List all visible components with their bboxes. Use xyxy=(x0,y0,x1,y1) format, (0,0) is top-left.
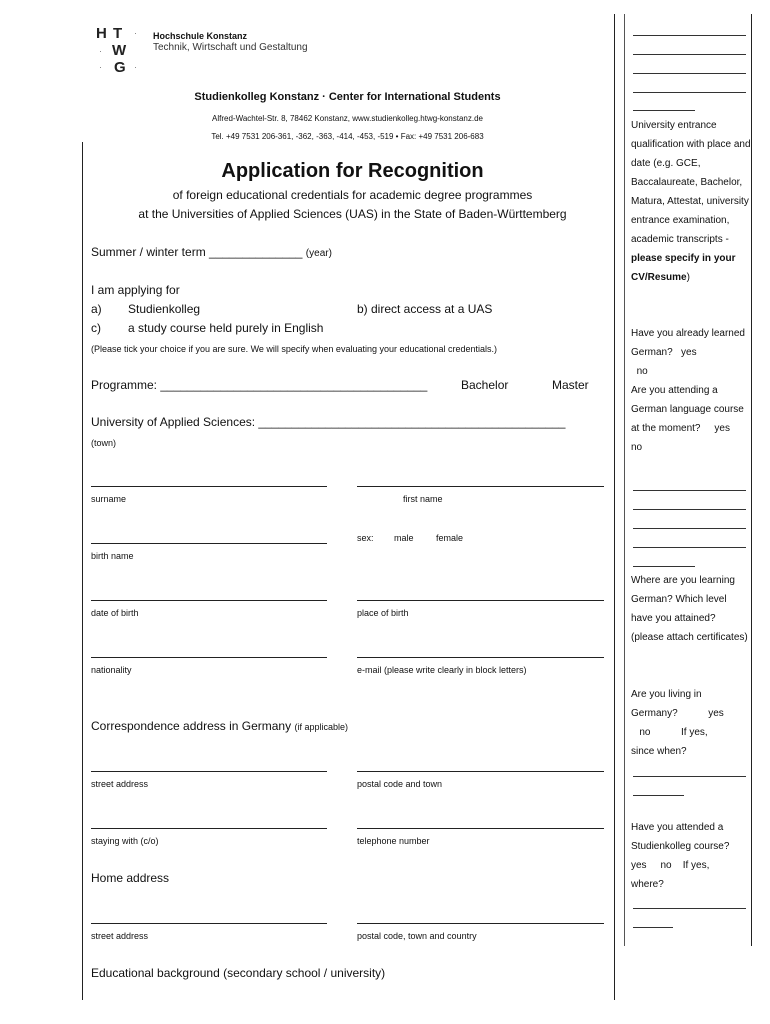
option-studienkolleg[interactable]: Studienkolleg xyxy=(128,302,201,316)
sidebar-line[interactable] xyxy=(633,110,695,112)
q5-text: Are you living in Germany? xyxy=(631,689,702,719)
subtitle-2: at the Universities of Applied Sciences (UAS) in the State of Baden-Württemberg xyxy=(138,207,567,221)
q3-text: Are you attending a German language course at the moment? xyxy=(631,385,744,434)
attending-course-question xyxy=(631,381,751,457)
q5-yes-option[interactable]: yes xyxy=(708,708,724,719)
subtitle-1: of foreign educational credentials for academic degree programmes xyxy=(172,188,533,202)
logo-letter-h: H xyxy=(96,25,107,42)
birth-name-label: birth name xyxy=(91,551,134,561)
home-street-label: street address xyxy=(91,931,149,941)
sidebar-line[interactable] xyxy=(633,795,684,797)
q5-since: since when? xyxy=(631,746,687,757)
surname-line[interactable] xyxy=(91,486,327,488)
sidebar-line[interactable] xyxy=(633,35,746,37)
corr-street-label: street address xyxy=(91,779,149,789)
telephone-line[interactable] xyxy=(357,828,604,830)
home-street-line[interactable] xyxy=(91,923,327,925)
sidebar-line[interactable] xyxy=(633,566,695,568)
q4-text: Where are you learning German? Which level have you attained? (please attach certificates) xyxy=(631,575,748,643)
q6-if-yes: If yes, xyxy=(682,860,710,871)
left-border xyxy=(82,142,83,1000)
correspondence-heading xyxy=(91,719,348,733)
nationality-label: nationality xyxy=(91,665,132,675)
sex-female-option[interactable]: female xyxy=(436,533,464,543)
sidebar-line[interactable] xyxy=(633,73,746,75)
qualification-question: University entrance qualification with place and date (e.g. GCE, Baccalaureate, Bachelor, Matura, Attestat, university entrance examination, academic transcripts - please specify in your CV/Resume) xyxy=(631,120,751,283)
learned-german-question xyxy=(631,324,751,381)
sex-male-option[interactable]: male xyxy=(394,533,414,543)
institution-subtitle: Technik, Wirtschaft und Gestaltung xyxy=(153,42,308,53)
term-field[interactable] xyxy=(91,245,332,259)
option-c-letter: c) xyxy=(91,321,101,335)
correspondence-applicable: (if applicable) xyxy=(294,722,348,732)
institution-name: Hochschule Konstanz xyxy=(153,31,248,41)
college-address: Alfred-Wachtel-Str. 8, 78462 Konstanz, www.studienkolleg.htwg-konstanz.de xyxy=(212,114,483,123)
logo-letter-g: G xyxy=(114,59,126,76)
birth-name-line[interactable] xyxy=(91,543,327,545)
applying-note: (Please tick your choice if you are sure. We will specify when evaluating your educational credentials.) xyxy=(91,344,498,354)
staying-with-label: staying with (c/o) xyxy=(91,836,159,846)
page-title: Application for Recognition xyxy=(221,160,484,182)
programme-field[interactable]: Programme: ________________________________________ xyxy=(91,378,428,392)
sidebar-inner-border xyxy=(624,14,625,946)
corr-postal-line[interactable] xyxy=(357,771,604,773)
q5-no-option[interactable]: no xyxy=(639,727,651,738)
q2-no-option[interactable]: no xyxy=(636,366,648,377)
sidebar-line[interactable] xyxy=(633,490,746,492)
college-contact: Tel. +49 7531 206-361, -362, -363, -414, -453, -519 • Fax: +49 7531 206-683 xyxy=(211,132,484,141)
logo-letter-w: W xyxy=(112,42,127,59)
surname-label: surname xyxy=(91,494,127,504)
education-heading: Educational background (secondary school / university) xyxy=(91,966,386,980)
q6-no-option[interactable]: no xyxy=(660,860,672,871)
corr-postal-label: postal code and town xyxy=(357,779,443,789)
staying-with-line[interactable] xyxy=(91,828,327,830)
place-of-birth-line[interactable] xyxy=(357,600,604,602)
q3-no-option[interactable]: no xyxy=(631,442,643,453)
college-name: Studienkolleg Konstanz · Center for International Students xyxy=(194,91,501,103)
bachelor-option[interactable]: Bachelor xyxy=(461,378,509,392)
sidebar-line[interactable] xyxy=(633,908,746,910)
place-of-birth-label: place of birth xyxy=(357,608,409,618)
q6-where: where? xyxy=(631,879,664,890)
sidebar-line[interactable] xyxy=(633,547,746,549)
email-label: e-mail (please write clearly in block letters) xyxy=(357,665,527,675)
q1-text: University entrance qualification with place and date (e.g. GCE, Baccalaureate, Bachelor, Matura, Attestat, university entrance examination, academic transcripts - xyxy=(631,120,751,245)
sidebar-line[interactable] xyxy=(633,528,746,530)
living-in-germany-question xyxy=(631,685,751,761)
q3-yes-option[interactable]: yes xyxy=(714,423,730,434)
date-of-birth-line[interactable] xyxy=(91,600,327,602)
attended-studienkolleg-question xyxy=(631,818,751,894)
home-postal-line[interactable] xyxy=(357,923,604,925)
q2-yes-option[interactable]: yes xyxy=(681,347,697,358)
sidebar-outer-border xyxy=(751,14,752,946)
learning-german-question xyxy=(631,571,751,647)
option-direct-access[interactable]: b) direct access at a UAS xyxy=(357,302,493,316)
corr-street-line[interactable] xyxy=(91,771,327,773)
q6-yes-option[interactable]: yes xyxy=(631,860,647,871)
uas-field[interactable]: University of Applied Sciences: ______________________________________________ xyxy=(91,415,566,429)
q2-text: Have you already learned German? xyxy=(631,328,745,358)
nationality-line[interactable] xyxy=(91,657,327,659)
email-line[interactable] xyxy=(357,657,604,659)
correspondence-title: Correspondence address in Germany xyxy=(91,719,292,733)
option-english-course[interactable]: a study course held purely in English xyxy=(128,321,324,335)
date-of-birth-label: date of birth xyxy=(91,608,139,618)
first-name-line[interactable] xyxy=(357,486,604,488)
sidebar-line[interactable] xyxy=(633,776,746,778)
option-a-letter: a) xyxy=(91,302,102,316)
applying-heading: I am applying for xyxy=(91,283,180,297)
master-option[interactable]: Master xyxy=(552,378,589,392)
sidebar-line[interactable] xyxy=(633,509,746,511)
term-label: Summer / winter term ______________ xyxy=(91,245,303,259)
logo-letter-t: T xyxy=(113,25,123,42)
q5-if-yes: If yes, xyxy=(681,727,708,738)
sidebar-line[interactable] xyxy=(633,92,746,94)
first-name-label: first name xyxy=(403,494,443,504)
home-postal-label: postal code, town and country xyxy=(357,931,477,941)
uas-town-hint: (town) xyxy=(91,438,117,448)
telephone-label: telephone number xyxy=(357,836,430,846)
q1-bold: please specify in your CV/Resume xyxy=(631,253,736,283)
sidebar-line[interactable] xyxy=(633,927,673,929)
term-year-hint: (year) xyxy=(305,248,332,259)
home-address-heading: Home address xyxy=(91,871,170,885)
sidebar-line[interactable] xyxy=(633,54,746,56)
q6-text: Have you attended a Studienkolleg course? xyxy=(631,822,730,852)
sex-label: sex: xyxy=(357,533,374,543)
